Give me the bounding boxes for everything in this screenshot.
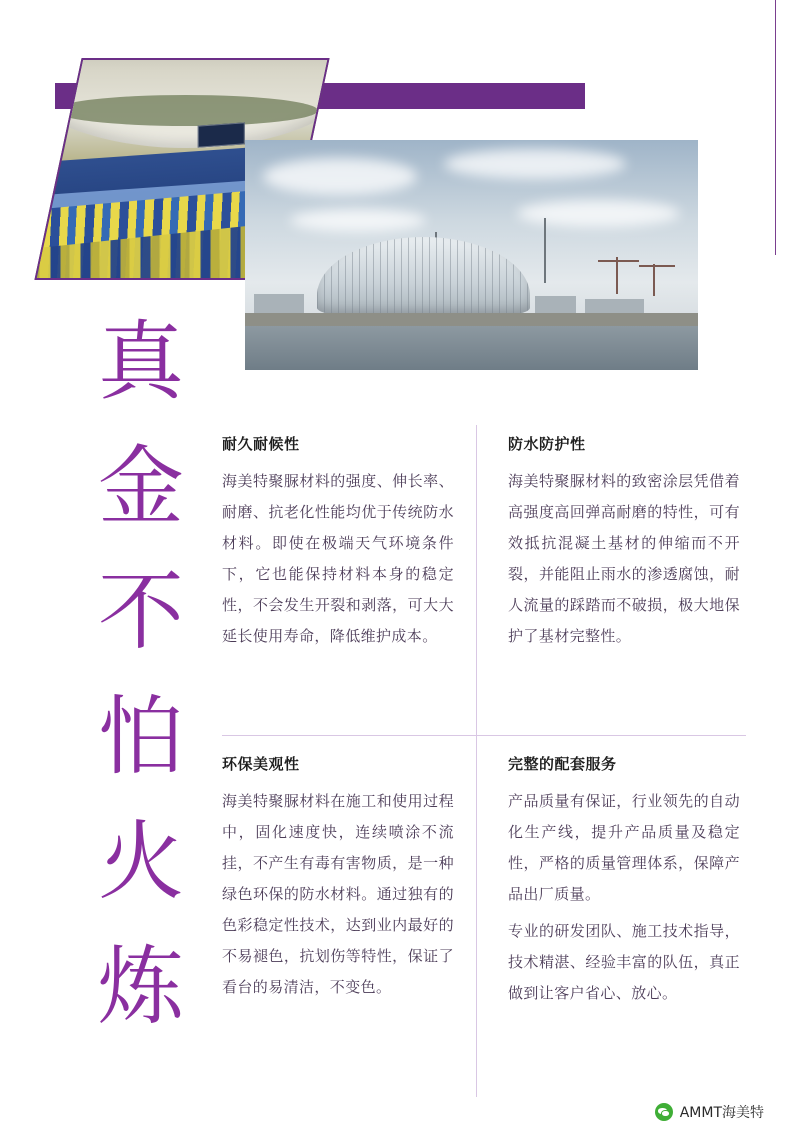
- arena-photo-crane-arm: [639, 265, 675, 267]
- feature-title: 环保美观性: [222, 755, 300, 773]
- right-vertical-rule: [775, 0, 776, 255]
- feature-body: 海美特聚脲材料的强度、伸长率、耐磨、抗老化性能均优于传统防水材料。即使在极端天气环境条件下，它也能保持材料本身的稳定性，不会发生开裂和剥落，可大大延长使用寿命，降低维护成本。: [222, 472, 454, 645]
- wechat-icon: [655, 1103, 673, 1121]
- photo-roof-band: [54, 95, 318, 126]
- arena-photo-water: [245, 326, 698, 370]
- feature-title: 完整的配套服务: [508, 755, 617, 773]
- wechat-account-name: AMMT海美特: [679, 1105, 764, 1121]
- feature-grid: [222, 425, 746, 1097]
- feature-body-secondary: 专业的研发团队、施工技术指导，技术精湛、经验丰富的队伍，真正做到让客户省心、放心。: [508, 922, 740, 1002]
- arena-photo-shore: [245, 313, 698, 327]
- arena-photo-cloud: [444, 149, 625, 179]
- grid-vertical-divider: [476, 425, 477, 1097]
- arena-photo-cloud: [290, 209, 426, 232]
- feature-block-support-service: [508, 753, 740, 1015]
- headline-char: 怕: [98, 687, 184, 787]
- arena-photo-crane-arm: [598, 260, 639, 262]
- arena-photo-crane: [616, 257, 618, 294]
- arena-photo-crane: [653, 264, 655, 296]
- grid-horizontal-divider: [222, 735, 746, 736]
- headline-char: 炼: [98, 937, 184, 1037]
- headline-char: 真: [98, 312, 184, 412]
- footer-wechat: [655, 1102, 764, 1122]
- feature-body: 海美特聚脲材料在施工和使用过程中，固化速度快，连续喷涂不流挂，不产生有毒有害物质，是一种绿色环保的防水材料。通过独有的色彩稳定性技术，达到业内最好的不易褪色，抗划伤等特性，保证了看台的易清洁，不变色。: [222, 792, 454, 996]
- feature-body: 海美特聚脲材料的致密涂层凭借着高强度高回弹高耐磨的特性，可有效抵抗混凝土基材的伸缩而不开裂，并能阻止雨水的渗透腐蚀，耐人流量的踩踏而不破损，极大地保护了基材完整性。: [508, 472, 740, 645]
- arena-exterior-photo: [245, 140, 698, 370]
- feature-block-durability: [222, 433, 454, 658]
- page-title: [86, 300, 196, 1050]
- arena-photo-cloud: [263, 158, 417, 195]
- feature-block-waterproofing: [508, 433, 740, 658]
- headline-char: 火: [98, 812, 184, 912]
- feature-title: 防水防护性: [508, 435, 586, 453]
- headline-char: 不: [98, 562, 184, 662]
- feature-block-eco-aesthetics: [222, 753, 454, 1009]
- feature-body: 产品质量有保证，行业领先的自动化生产线，提升产品质量及稳定性，严格的质量管理体系，保障产品出厂质量。: [508, 792, 740, 903]
- photo-scoreboard: [198, 122, 245, 147]
- headline-char: 金: [98, 437, 184, 537]
- feature-title: 耐久耐候性: [222, 435, 300, 453]
- arena-photo-mast: [544, 218, 546, 282]
